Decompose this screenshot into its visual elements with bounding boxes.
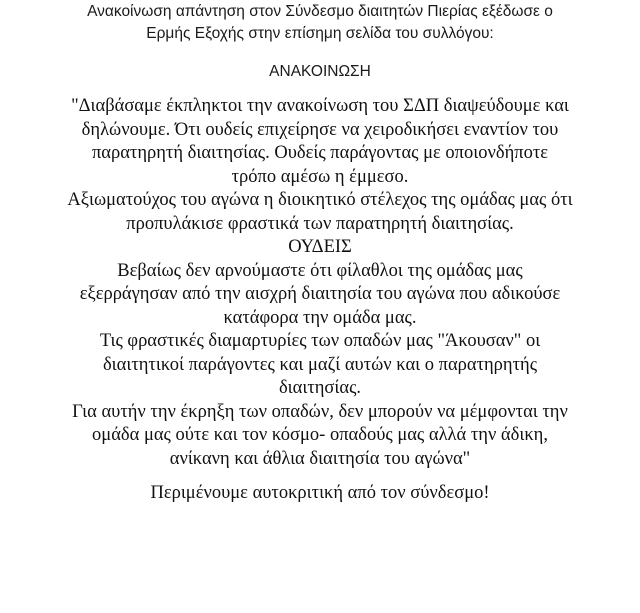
- body-line: τρόπο αμέσω η έμμεσο.: [231, 166, 409, 187]
- body-line: Τις φραστικές διαμαρτυρίες των οπαδών μας "Άκουσαν" οι: [99, 331, 541, 351]
- body-line: Αξιωματούχος του αγώνα η διοικητικό στέλεχος της ομάδας μας ότι: [67, 190, 573, 210]
- body-line: προπυλάκισε φραστικά των παρατηρητή διαιτησίας.: [126, 213, 514, 234]
- announcement-heading: ΑΝΑΚΟΙΝΩΣΗ: [269, 63, 371, 80]
- body-line: "Διαβάσαμε έκπληκτοι την ανακοίνωση του ΣΔΠ διαψεύδουμε και: [71, 96, 569, 116]
- body-line: εξερράγησαν από την αισχρή διαιτησία του αγώνα που αδικούσε: [79, 284, 561, 304]
- body-line: ομάδα μας ούτε και τον κόσμο- οπαδούς μας αλλά την άδικη,: [92, 425, 548, 445]
- closing-line: Περιμένουμε αυτοκριτική από τον σύνδεσμο!: [150, 483, 490, 503]
- body-line: Για αυτήν την έκρηξη των οπαδών, δεν μπορούν να μέμφονται την: [72, 401, 568, 422]
- body-line: Βεβαίως δεν αρνούμαστε ότι φίλαθλοι της ομάδας μας: [117, 260, 523, 281]
- intro-line: Ανακοίνωση απάντηση στον Σύνδεσμο διαιτητών Πιερίας εξέδωσε ο: [87, 3, 553, 20]
- body-line-emphasis: ΟΥΔΕΙΣ: [288, 237, 352, 257]
- body-line: κατάφορα την ομάδα μας.: [223, 307, 417, 328]
- announcement-body: [0, 95, 640, 471]
- body-line: διαιτητικοί παράγοντες και μαζί αυτών και ο παρατηρητής: [102, 354, 538, 375]
- body-line: διαιτησίας.: [278, 378, 362, 398]
- body-line: παρατηρητή διαιτησίας. Ουδείς παράγοντας με οποιονδήποτε: [91, 143, 549, 163]
- intro-paragraph: [0, 0, 640, 45]
- intro-line: Ερμής Εξοχής στην επίσημη σελίδα του συλλόγου:: [146, 25, 494, 42]
- body-line: ανίκανη και άθλια διαιτησία του αγώνα": [169, 448, 471, 469]
- body-line: δηλώνουμε. Ότι ουδείς επιχείρησε να χειροδικήσει εναντίον του: [81, 119, 559, 140]
